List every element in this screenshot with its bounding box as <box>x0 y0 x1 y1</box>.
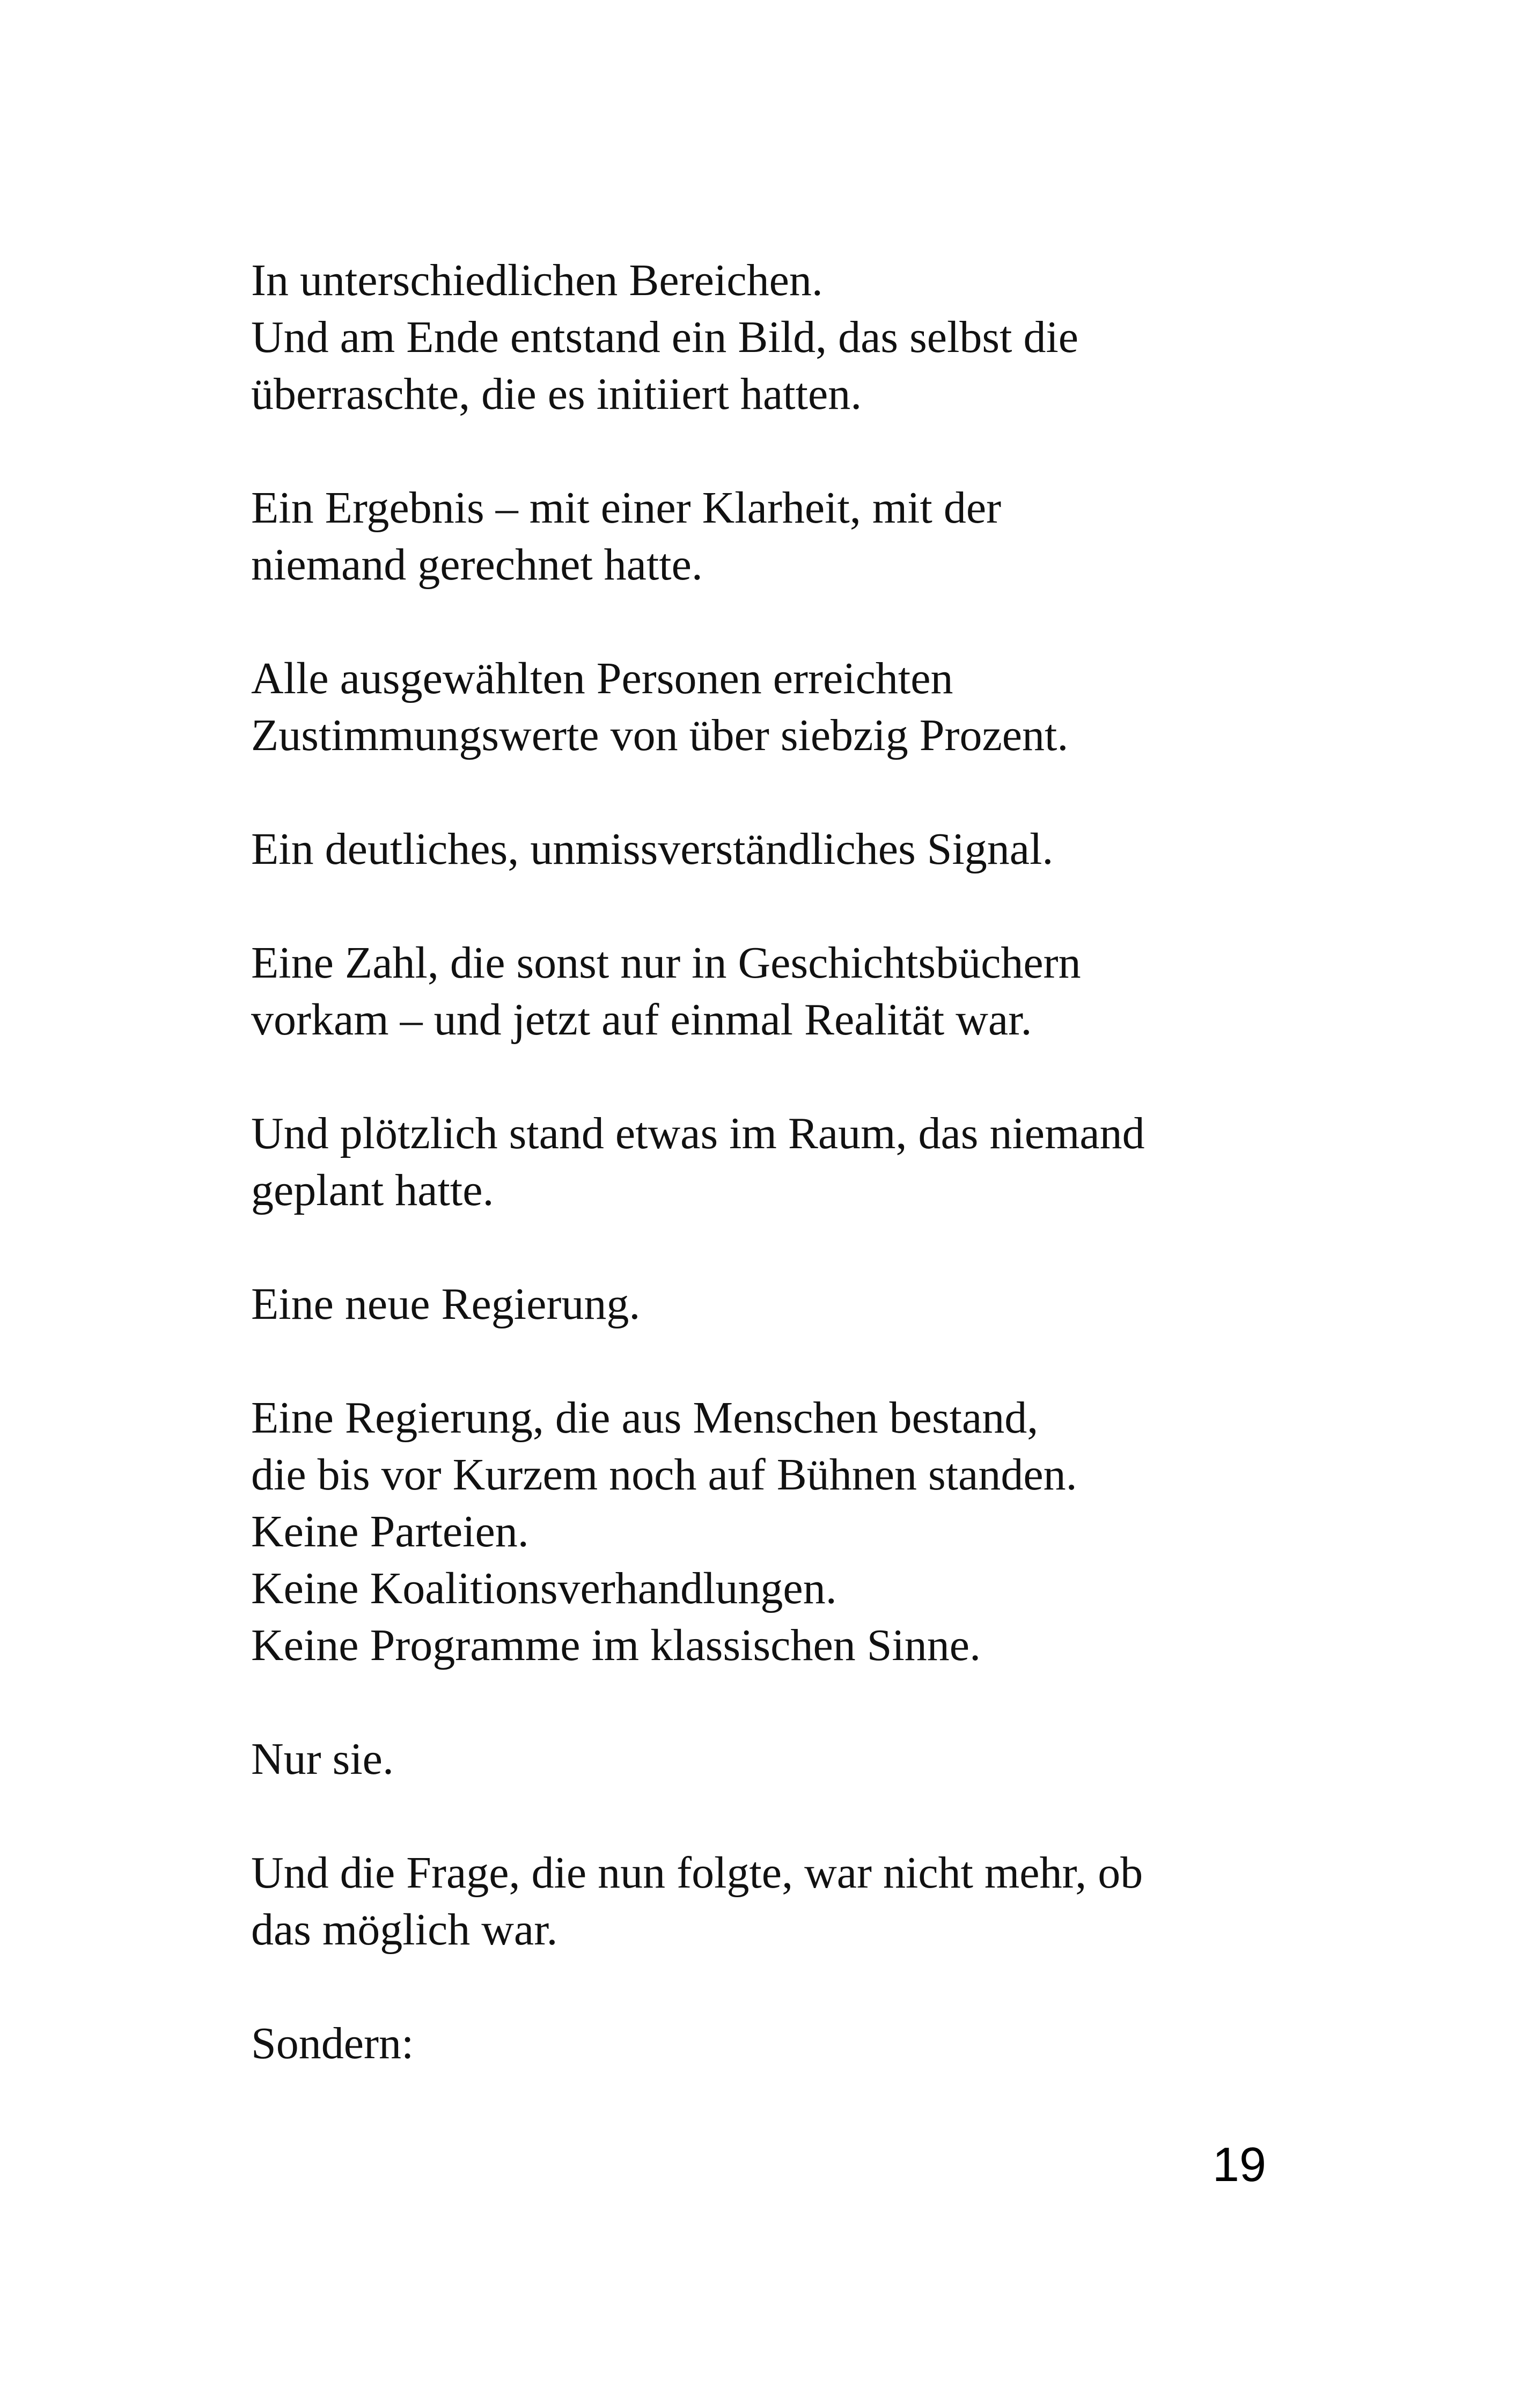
text-line: Und die Frage, die nun folgte, war nicht mehr, ob <box>251 1848 1143 1898</box>
text-line: die bis vor Kurzem noch auf Bühnen standen. <box>251 1450 1077 1500</box>
text-line: Eine Regierung, die aus Menschen bestand, <box>251 1393 1039 1443</box>
text-line: Alle ausgewählten Personen erreichten <box>251 654 953 703</box>
text-line: In unterschiedlichen Bereichen. <box>251 255 823 305</box>
paragraph <box>251 1276 1324 1333</box>
paragraph <box>251 935 1324 1048</box>
paragraph <box>251 2015 1324 2072</box>
text-line: Ein deutliches, unmissverständliches Signal. <box>251 824 1054 874</box>
text-line: Nur sie. <box>251 1734 394 1784</box>
text-line: Keine Programme im klassischen Sinne. <box>251 1620 981 1670</box>
paragraph <box>251 1105 1324 1219</box>
paragraph <box>251 821 1324 878</box>
text-line: Keine Koalitionsverhandlungen. <box>251 1563 837 1613</box>
text-line: Keine Parteien. <box>251 1507 529 1557</box>
text-line: überraschte, die es initiiert hatten. <box>251 369 862 419</box>
text-line: Eine Zahl, die sonst nur in Geschichtsbüchern <box>251 938 1081 988</box>
paragraph <box>251 480 1324 593</box>
text-line: niemand gerechnet hatte. <box>251 540 703 590</box>
text-line: Ein Ergebnis – mit einer Klarheit, mit der <box>251 483 1002 533</box>
body-text <box>251 252 1324 2129</box>
text-line: Zustimmungswerte von über siebzig Prozent. <box>251 710 1069 760</box>
text-line: Und plötzlich stand etwas im Raum, das niemand <box>251 1108 1145 1158</box>
text-line: geplant hatte. <box>251 1165 494 1215</box>
text-line: vorkam – und jetzt auf einmal Realität war. <box>251 995 1032 1045</box>
text-line: Sondern: <box>251 2018 414 2068</box>
page-number: 19 <box>1212 2138 1266 2192</box>
paragraph <box>251 1731 1324 1788</box>
paragraph <box>251 1390 1324 1674</box>
text-line: das möglich war. <box>251 1905 558 1955</box>
text-line: Eine neue Regierung. <box>251 1279 641 1329</box>
paragraph <box>251 1845 1324 1958</box>
text-line: Und am Ende entstand ein Bild, das selbst die <box>251 312 1079 362</box>
paragraph <box>251 252 1324 423</box>
paragraph <box>251 650 1324 764</box>
